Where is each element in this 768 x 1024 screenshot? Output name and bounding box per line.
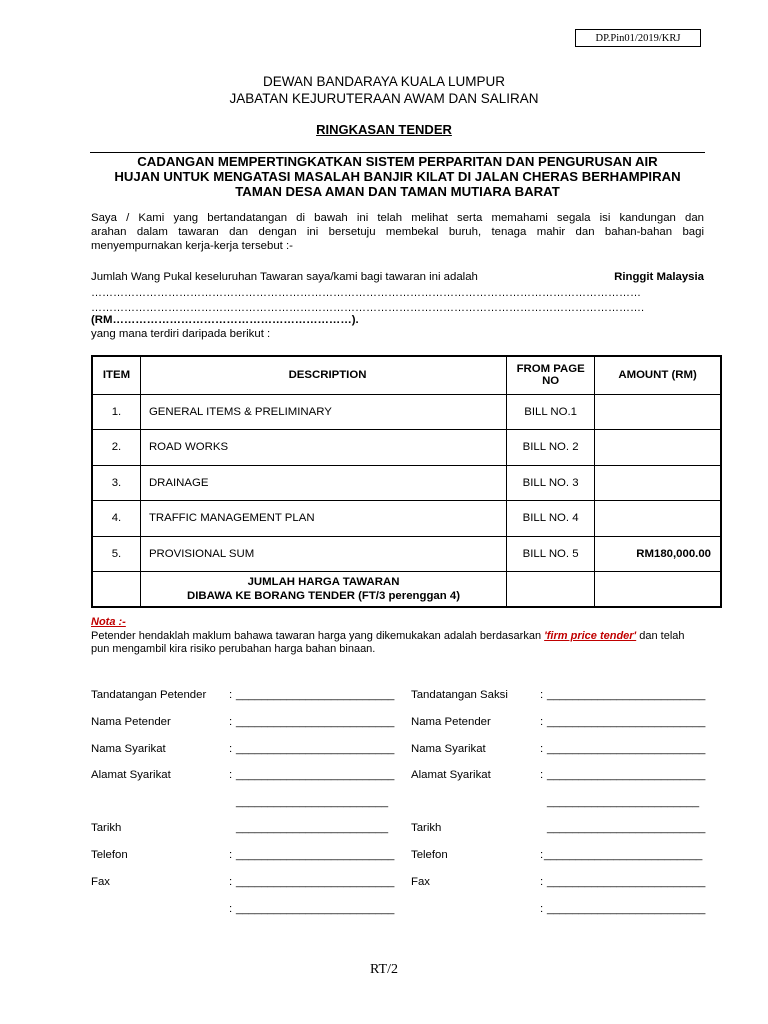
colon: : <box>229 716 233 728</box>
nota-heading: Nota :- <box>91 616 126 628</box>
colon: : <box>229 903 233 915</box>
field-nama-syarikat[interactable]: _________________________ <box>236 743 395 755</box>
project-title <box>90 154 705 199</box>
field-nama-syarikat-saksi[interactable]: _________________________ <box>547 743 706 755</box>
label-tarikh: Tarikh <box>91 822 122 834</box>
colon: : <box>229 769 233 781</box>
field-nama-petender[interactable]: _________________________ <box>236 716 395 728</box>
field-extra-saksi[interactable]: _________________________ <box>547 903 706 915</box>
reference-code: DP.Pin01/2019/KRJ <box>575 29 701 47</box>
sum-currency: Ringgit Malaysia <box>614 271 704 283</box>
nota-text-line2: pun mengambil kira risiko perubahan harga bahan binaan. <box>91 643 376 655</box>
consists-of-text: yang mana terdiri daripada berikut : <box>91 328 271 340</box>
cell-page: BILL NO. 4 <box>507 500 595 536</box>
cell-item: 3. <box>92 465 140 500</box>
cell-page: BILL NO.1 <box>507 394 595 429</box>
label-tandatangan-petender: Tandatangan Petender <box>91 689 207 701</box>
intro-line: Saya / Kami yang bertandatangan di bawah ini telah melihat serta memahami segala isi kandungan dan <box>91 212 704 224</box>
header-amount: AMOUNT (RM) <box>595 356 721 394</box>
cell-amount[interactable] <box>595 465 721 500</box>
project-title-line: HUJAN UNTUK MENGATASI MASALAH BANJIR KILAT DI JALAN CHERAS BERHAMPIRAN <box>114 169 681 184</box>
table-row <box>92 394 721 429</box>
cell-description: GENERAL ITEMS & PRELIMINARY <box>140 394 506 429</box>
page-number: RT/2 <box>370 962 398 977</box>
field-tandatangan-petender[interactable]: _________________________ <box>236 689 395 701</box>
table-total-row <box>92 571 721 607</box>
label-nama-syarikat-saksi: Nama Syarikat <box>411 743 486 755</box>
header-from-page-line1: FROM PAGE <box>516 363 585 376</box>
amount-words-line: …………………………………………………………………………………………………………………………………… <box>91 287 641 299</box>
colon: : <box>229 689 233 701</box>
org-name: DEWAN BANDARAYA KUALA LUMPUR <box>262 74 506 89</box>
intro-line: arahan dalam tawaran dan dengan ini bersetuju membekal buruh, tenaga mahir dan bahan-bahan bagi <box>91 226 704 238</box>
table-header-row <box>92 356 721 394</box>
label-alamat-syarikat: Alamat Syarikat <box>91 769 171 781</box>
sum-prefix: Jumlah Wang Pukal keseluruhan Tawaran saya/kami bagi tawaran ini adalah <box>91 271 478 283</box>
field-alamat-syarikat-saksi[interactable]: _________________________ <box>547 769 706 781</box>
total-label-line1: JUMLAH HARGA TAWARAN <box>247 575 400 588</box>
cell-item: 2. <box>92 429 140 465</box>
field-telefon[interactable]: _________________________ <box>236 849 395 861</box>
cell-item: 5. <box>92 536 140 571</box>
amount-words-line: ……………………………………………………………………………………………………………………………………. <box>91 302 645 314</box>
cell-amount[interactable]: RM180,000.00 <box>595 536 721 571</box>
cell-amount[interactable] <box>595 394 721 429</box>
field-tarikh[interactable]: ________________________ <box>236 822 389 834</box>
department-name: JABATAN KEJURUTERAAN AWAM DAN SALIRAN <box>229 91 539 106</box>
colon: : <box>229 849 233 861</box>
field-alamat-syarikat-2[interactable]: ________________________ <box>236 796 389 808</box>
amount-rm-line: (RM………………………………………………………). <box>91 314 359 326</box>
nota-text-part: dan telah <box>639 630 685 642</box>
colon: : <box>540 903 544 915</box>
label-fax: Fax <box>91 876 110 888</box>
header-from-page <box>507 356 595 394</box>
table-row <box>92 536 721 571</box>
colon: : <box>540 876 544 888</box>
title-divider <box>90 152 705 153</box>
cell-description: DRAINAGE <box>140 465 506 500</box>
cell-description: PROVISIONAL SUM <box>140 536 506 571</box>
colon: : <box>229 743 233 755</box>
cell-page: BILL NO. 2 <box>507 429 595 465</box>
colon: : <box>540 743 544 755</box>
colon: : <box>540 716 544 728</box>
total-label-line2: DIBAWA KE BORANG TENDER (FT/3 perenggan 4) <box>187 589 460 602</box>
total-label <box>140 571 506 607</box>
colon: : <box>229 876 233 888</box>
header-item: ITEM <box>92 356 140 394</box>
label-nama-petender-saksi: Nama Petender <box>411 716 491 728</box>
cell-item: 1. <box>92 394 140 429</box>
label-telefon-saksi: Telefon <box>411 849 448 861</box>
field-telefon-saksi[interactable]: _________________________ <box>544 849 703 861</box>
cell-item: 4. <box>92 500 140 536</box>
project-title-line: CADANGAN MEMPERTINGKATKAN SISTEM PERPARITAN DAN PENGURUSAN AIR <box>137 154 658 169</box>
field-fax[interactable]: _________________________ <box>236 876 395 888</box>
total-page-empty <box>507 571 595 607</box>
document-title: RINGKASAN TENDER <box>316 122 452 137</box>
field-tarikh-saksi[interactable]: _________________________ <box>547 822 706 834</box>
table-row <box>92 429 721 465</box>
sum-statement <box>91 271 704 285</box>
total-amount[interactable] <box>595 571 721 607</box>
label-fax-saksi: Fax <box>411 876 430 888</box>
colon: : <box>540 769 544 781</box>
label-nama-syarikat: Nama Syarikat <box>91 743 166 755</box>
colon: : <box>540 689 544 701</box>
cell-amount[interactable] <box>595 500 721 536</box>
cell-description: ROAD WORKS <box>140 429 506 465</box>
table-row <box>92 465 721 500</box>
cell-page: BILL NO. 5 <box>507 536 595 571</box>
cell-amount[interactable] <box>595 429 721 465</box>
field-alamat-syarikat[interactable]: _________________________ <box>236 769 395 781</box>
field-tandatangan-saksi[interactable]: _________________________ <box>547 689 706 701</box>
tender-summary-table <box>91 355 722 608</box>
field-extra[interactable]: _________________________ <box>236 903 395 915</box>
cell-page: BILL NO. 3 <box>507 465 595 500</box>
label-telefon: Telefon <box>91 849 128 861</box>
header-from-page-line2: NO <box>542 375 560 388</box>
cell-description: TRAFFIC MANAGEMENT PLAN <box>140 500 506 536</box>
intro-line: menyempurnakan kerja-kerja tersebut :- <box>91 240 293 252</box>
nota-text-part: Petender hendaklah maklum bahawa tawaran harga yang dikemukakan adalah berdasarkan <box>91 630 542 642</box>
table-row <box>92 500 721 536</box>
nota-text <box>91 630 731 656</box>
project-title-line: TAMAN DESA AMAN DAN TAMAN MUTIARA BARAT <box>235 184 560 199</box>
label-tandatangan-saksi: Tandatangan Saksi <box>411 689 508 701</box>
label-tarikh-saksi: Tarikh <box>411 822 442 834</box>
field-fax-saksi[interactable]: _________________________ <box>547 876 706 888</box>
cell-item-empty <box>92 571 140 607</box>
nota-emphasis: 'firm price tender' <box>544 630 637 642</box>
field-alamat-syarikat-saksi-2[interactable]: ________________________ <box>547 796 700 808</box>
label-nama-petender: Nama Petender <box>91 716 171 728</box>
colon: : <box>540 849 544 861</box>
header-description: DESCRIPTION <box>140 356 506 394</box>
field-nama-saksi[interactable]: _________________________ <box>547 716 706 728</box>
label-alamat-syarikat-saksi: Alamat Syarikat <box>411 769 491 781</box>
